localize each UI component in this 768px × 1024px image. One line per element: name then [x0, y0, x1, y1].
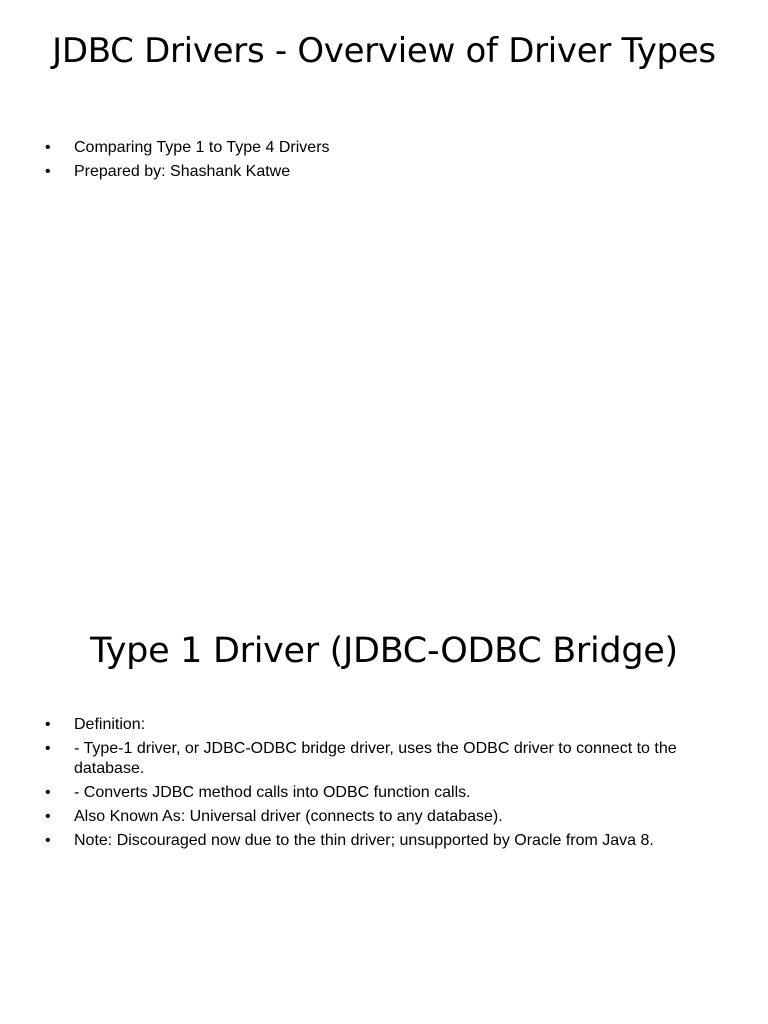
slide-2	[0, 512, 768, 1024]
bullet-icon: •	[45, 808, 51, 825]
bullet-item	[0, 715, 768, 735]
slide-title: Type 1 Driver (JDBC-ODBC Bridge)	[90, 631, 678, 671]
bullet-icon: •	[45, 139, 51, 156]
bullet-item	[0, 831, 768, 851]
bullet-text: Prepared by: Shashank Katwe	[74, 163, 291, 180]
bullet-icon: •	[45, 832, 51, 849]
bullet-text: Also Known As: Universal driver (connects to any database).	[74, 808, 503, 825]
bullet-list	[0, 138, 768, 186]
bullet-item	[0, 739, 768, 779]
bullet-text: Definition:	[74, 716, 146, 733]
bullet-icon: •	[45, 716, 51, 733]
bullet-text: Comparing Type 1 to Type 4 Drivers	[74, 139, 330, 156]
bullet-item	[0, 783, 768, 803]
bullet-text: - Type-1 driver, or JDBC-ODBC bridge driver, uses the ODBC driver to connect to the database.	[74, 740, 677, 777]
bullet-text: - Converts JDBC method calls into ODBC function calls.	[74, 784, 471, 801]
slide-title: JDBC Drivers - Overview of Driver Types	[52, 31, 716, 71]
bullet-text: Note: Discouraged now due to the thin driver; unsupported by Oracle from Java 8.	[74, 832, 654, 849]
bullet-item	[0, 138, 768, 158]
bullet-item	[0, 162, 768, 182]
bullet-item	[0, 807, 768, 827]
bullet-icon: •	[45, 784, 51, 801]
bullet-list	[0, 715, 768, 855]
bullet-icon: •	[45, 163, 51, 180]
bullet-icon: •	[45, 740, 51, 757]
